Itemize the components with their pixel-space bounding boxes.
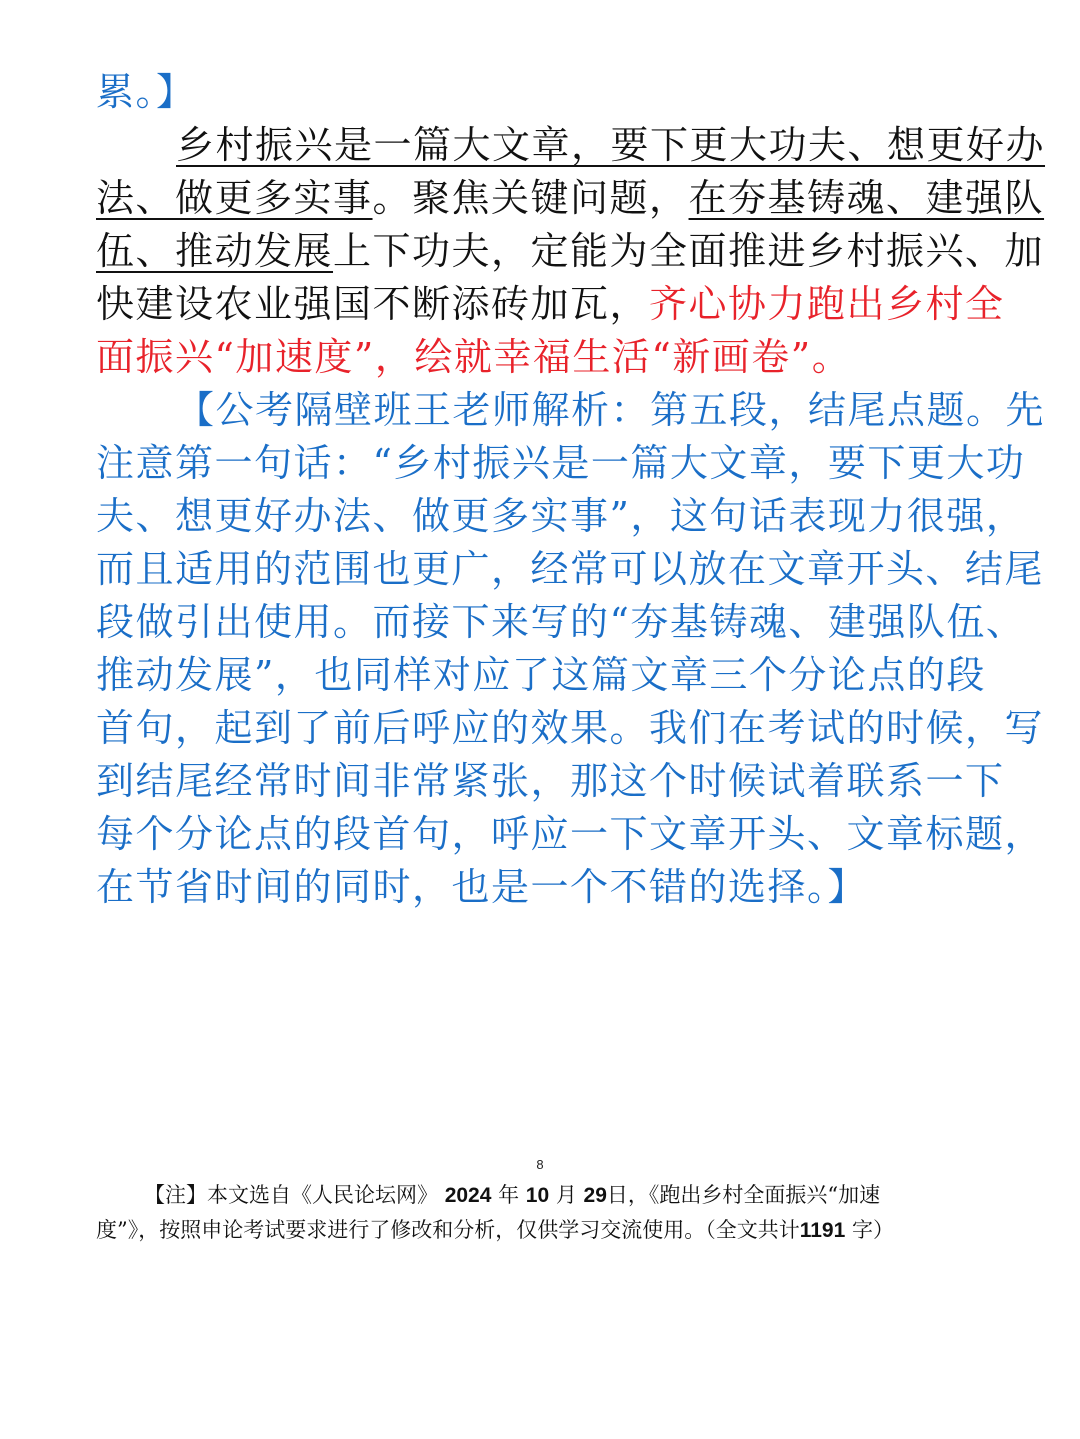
highlighted-red-text: 齐心协力跑出乡村全 bbox=[649, 282, 1005, 326]
analysis-line: 注意第一句话：“乡村振兴是一篇大文章，要下更大功 bbox=[96, 441, 1026, 485]
teacher-analysis bbox=[96, 384, 1046, 914]
document-body bbox=[96, 66, 1046, 914]
plain-text: 。聚焦关键问题， bbox=[372, 176, 689, 220]
source-note bbox=[96, 1178, 996, 1248]
underlined-text: 乡村振兴是一篇大文章，要下更大功夫、想更好办 bbox=[176, 123, 1046, 167]
underlined-text: 伍、推动发展 bbox=[96, 229, 334, 273]
plain-text: 快建设农业强国不断添砖加瓦， bbox=[96, 282, 650, 326]
paragraph-line bbox=[96, 331, 988, 384]
note-line bbox=[96, 1178, 996, 1213]
note-text: 度”》，按照申论考试要求进行了修改和分析，仅供学习交流使用。（全文共计 bbox=[96, 1218, 800, 1242]
analysis-line: 在节省时间的同时，也是一个不错的选择。】 bbox=[96, 865, 868, 909]
highlighted-red-text: 面振兴“加速度”，绘就幸福生活“新画卷”。 bbox=[96, 335, 852, 379]
analysis-line: 【公考隔壁班王老师解析：第五段，结尾点题。先 bbox=[176, 388, 1046, 432]
underlined-text: 在夯基铸魂、建强队 bbox=[688, 176, 1045, 220]
analysis-line: 推动发展”，也同样对应了这篇文章三个分论点的段 bbox=[96, 653, 986, 697]
paragraph-line bbox=[96, 225, 1045, 278]
note-text: 字） bbox=[851, 1218, 894, 1242]
paragraph-line bbox=[96, 119, 1046, 172]
paragraph-line bbox=[96, 172, 1045, 225]
note-text: 【注】本文选自《人民论坛网》 bbox=[144, 1183, 438, 1207]
underlined-text: 法、做更多实事 bbox=[96, 176, 373, 220]
analysis-line: 而且适用的范围也更广，经常可以放在文章开头、结尾 bbox=[96, 547, 1045, 591]
analysis-tail-text: 累。】 bbox=[96, 70, 196, 114]
note-text: 年 bbox=[498, 1183, 520, 1207]
analysis-line: 夫、想更好办法、做更多实事”，这句话表现力很强， bbox=[96, 494, 1026, 538]
note-month: 10 bbox=[525, 1184, 550, 1207]
previous-analysis-ending bbox=[96, 66, 988, 119]
plain-text: 上下功夫，定能为全面推进乡村振兴、加 bbox=[333, 229, 1045, 273]
analysis-line: 到结尾经常时间非常紧张，那这个时候试着联系一下 bbox=[96, 759, 1005, 803]
analysis-line: 段做引出使用。而接下来写的“夯基铸魂、建强队伍、 bbox=[96, 600, 1026, 644]
analysis-line: 首句，起到了前后呼应的效果。我们在考试的时候，写 bbox=[96, 706, 1045, 750]
note-text: 月 bbox=[555, 1183, 577, 1207]
paragraph-five bbox=[96, 119, 1046, 384]
analysis-line: 每个分论点的段首句，呼应一下文章开头、文章标题， bbox=[96, 812, 1045, 856]
page-number: 8 bbox=[536, 1157, 544, 1172]
paragraph-line bbox=[96, 278, 1005, 331]
note-line bbox=[96, 1213, 996, 1248]
note-text: 日，《跑出乡村全面振兴“加速 bbox=[606, 1183, 881, 1207]
note-day: 29 bbox=[583, 1184, 607, 1207]
note-word-count: 1191 bbox=[799, 1219, 846, 1242]
note-year: 2024 bbox=[444, 1184, 492, 1207]
